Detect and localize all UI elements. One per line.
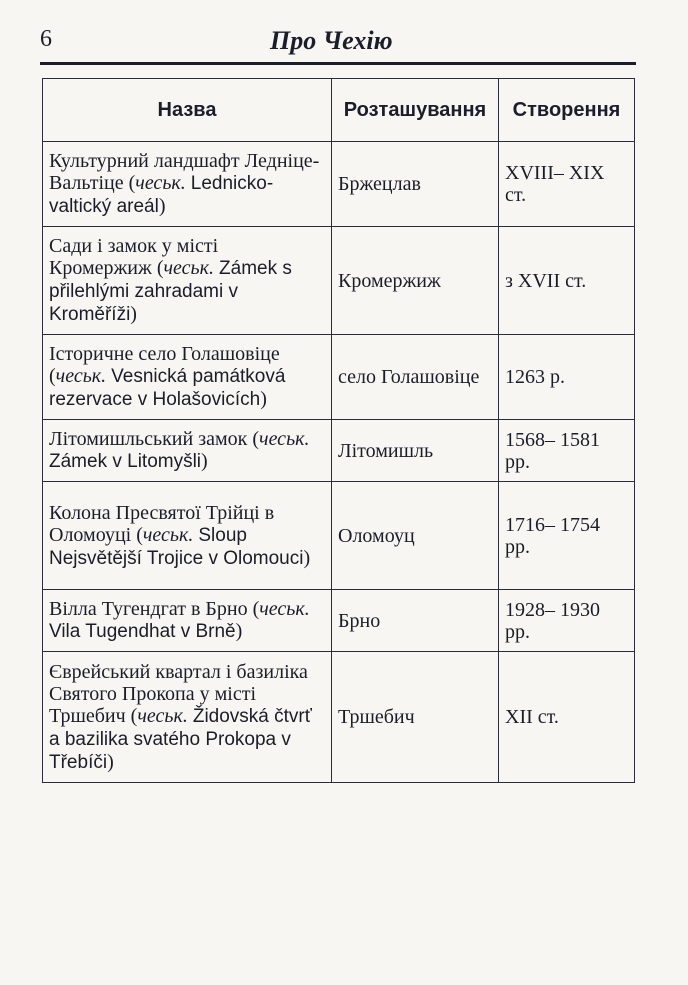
native-label: чеськ. bbox=[142, 523, 194, 546]
native-name: (чеськ. Lednicko-valtický areál) bbox=[49, 172, 274, 217]
native-name: (чеськ. Vesnická památková rezervace v Holašovicích) bbox=[49, 365, 286, 410]
table-row bbox=[43, 420, 635, 482]
site-name: Літомишльський замок bbox=[49, 428, 248, 450]
native-name-text: Sloup Nejsvětější Trojice v Olomouci bbox=[49, 524, 304, 569]
header-location: Розташування bbox=[332, 79, 499, 142]
native-name-text: Zámek s přilehlými zahradami v Kroměříži bbox=[49, 258, 292, 325]
table-header-row bbox=[43, 79, 635, 142]
site-location: Бржецлав bbox=[332, 142, 499, 227]
heritage-sites-table bbox=[42, 78, 635, 783]
site-name-cell bbox=[43, 335, 332, 420]
native-label: чеськ. bbox=[163, 257, 215, 279]
native-label: чеськ. bbox=[135, 172, 186, 194]
site-name: Історичне село Голашовіце bbox=[49, 343, 280, 365]
native-label: чеськ. bbox=[259, 598, 310, 620]
site-location: село Голашовіце bbox=[332, 335, 499, 420]
site-created: 1716– 1754 рр. bbox=[499, 482, 635, 590]
site-created: 1928– 1930 рр. bbox=[499, 590, 635, 652]
native-name-text: Vesnická památková rezervace v Holašovicích bbox=[49, 366, 286, 410]
table-row bbox=[43, 652, 635, 783]
site-name-cell bbox=[43, 590, 332, 652]
site-created: XVIII– XIX ст. bbox=[499, 142, 635, 227]
site-created: з XVII ст. bbox=[499, 227, 635, 335]
site-name-cell bbox=[43, 482, 332, 590]
native-name: (чеськ. Zámek s přilehlými zahradami v Kroměříži) bbox=[49, 257, 292, 325]
native-label: чеськ. bbox=[137, 704, 188, 727]
native-name-text: Lednicko-valtický areál bbox=[49, 173, 274, 217]
header-name: Назва bbox=[43, 79, 332, 142]
header-created: Створення bbox=[499, 79, 635, 142]
site-created: XII ст. bbox=[499, 652, 635, 783]
native-name-text: Židovská čtvrť a bazilika svatého Prokopa v Třebíči bbox=[49, 705, 312, 773]
site-name-cell bbox=[43, 227, 332, 335]
site-name: Вілла Тугендгат в Брно bbox=[49, 598, 248, 620]
site-location: Брно bbox=[332, 590, 499, 652]
table-row bbox=[43, 590, 635, 652]
site-name: Єврейський квартал і базиліка Святого Прокопа у місті Тршебич bbox=[49, 660, 308, 727]
native-name: (чеськ. Vila Tugendhat v Brně) bbox=[49, 598, 310, 642]
table-row bbox=[43, 335, 635, 420]
native-name: (чеськ. Sloup Nejsvětější Trojice v Olomouci) bbox=[49, 523, 311, 569]
site-created: 1263 р. bbox=[499, 335, 635, 420]
site-name-cell bbox=[43, 652, 332, 783]
native-name-text: Vila Tugendhat v Brně bbox=[49, 621, 236, 642]
site-created: 1568– 1581 рр. bbox=[499, 420, 635, 482]
header-rule bbox=[40, 62, 636, 65]
site-name: Сади і замок у місті Кромержиж bbox=[49, 235, 219, 279]
site-name: Колона Пресвятої Трійці в Оломоуці bbox=[49, 501, 275, 546]
site-location: Літомишль bbox=[332, 420, 499, 482]
native-label: чеськ. bbox=[55, 365, 107, 387]
site-location: Кромержиж bbox=[332, 227, 499, 335]
site-location: Оломоуц bbox=[332, 482, 499, 590]
native-name-text: Zámek v Litomyšli bbox=[49, 451, 202, 472]
table-row bbox=[43, 227, 635, 335]
native-label: чеськ. bbox=[259, 428, 310, 450]
site-name-cell bbox=[43, 142, 332, 227]
table-row bbox=[43, 142, 635, 227]
site-name-cell bbox=[43, 420, 332, 482]
page-number: 6 bbox=[40, 26, 52, 52]
site-name: Культурний ландшафт Ледніце-Вальтіце bbox=[49, 150, 320, 194]
site-location: Тршебич bbox=[332, 652, 499, 783]
table-row bbox=[43, 482, 635, 590]
native-name: (чеськ. Zámek v Litomyšli) bbox=[49, 428, 310, 472]
native-name: (чеськ. Židovská čtvrť a bazilika svatého Prokopa v Třebíči) bbox=[49, 704, 312, 773]
running-title: Про Чехію bbox=[270, 26, 393, 55]
